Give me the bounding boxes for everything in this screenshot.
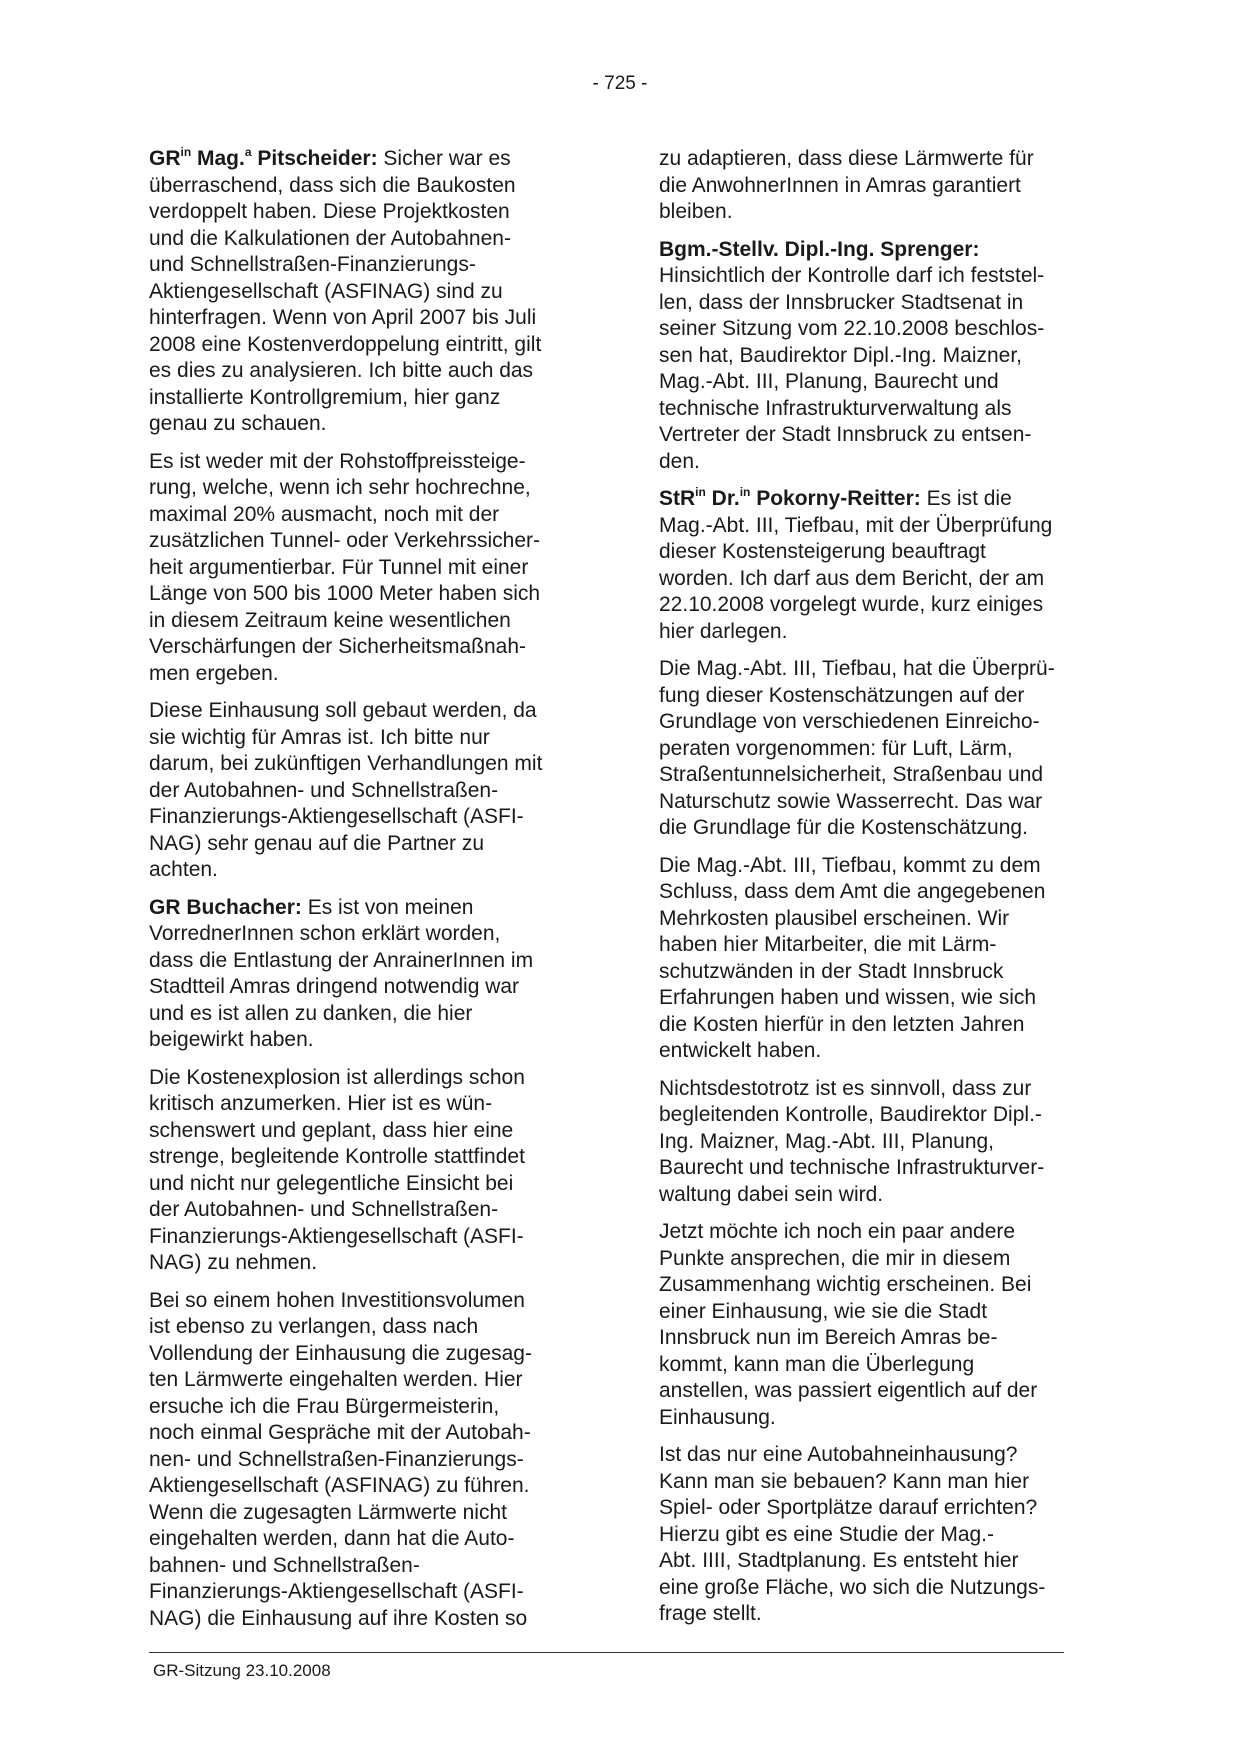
paragraph: Die Mag.-Abt. III, Tiefbau, kommt zu dem Schluss, dass dem Amt die angegebenen Mehrkosten plausibel erscheinen. Wir haben hier Mitarbeiter, die mit Lärm- schutzwänden in der Stadt Innsbruck Erfahrungen haben und wissen, wie sich die Kosten hierfür in den letzten Jahren entwickelt haben. (659, 853, 1046, 1062)
paragraph-text: Hinsichtlich der Kontrolle darf ich feststel- len, dass der Innsbrucker Stadtsenat in seiner Sitzung vom 22.10.2008 beschlos- sen hat, Baudirektor Dipl.-Ing. Maizner, Mag.-Abt. III, Planung, Baurecht und technische Infrastrukturverwaltung als Vertreter der Stadt Innsbruck zu entsen- den. (659, 264, 1045, 473)
paragraph: Ist das nur eine Autobahneinhausung? Kann man sie bebauen? Kann man hier Spiel- oder Sportplätze darauf errichten? Hierzu gibt es eine Studie der Mag.- Abt. IIII, Stadtplanung. Es entsteht hier eine große Fläche, wo sich die Nutzungs- frage stellt. (659, 1443, 1046, 1625)
paragraph-text: Es ist von meinen VorrednerInnen schon erklärt worden, dass die Entlastung der AnrainerInnen im Stadtteil Amras dringend notwendig war und es ist allen zu danken, die hier beigewirkt haben. (149, 895, 534, 1051)
paragraph: Diese Einhausung soll gebaut werden, da sie wichtig für Amras ist. Ich bitte nur darum, bei zukünftigen Verhandlungen mit der Autobahnen- und Schnellstraßen- Finanzierungs-Aktiengesellschaft (ASFI- NAG) sehr genau auf die Partner zu achten. (149, 699, 543, 881)
paragraph: Die Mag.-Abt. III, Tiefbau, hat die Überprü- fung dieser Kostenschätzungen auf der Grundlage von verschiedenen Einreicho- peraten vorgenommen: für Luft, Lärm, Straßentunnelsicherheit, Straßenbau und Naturschutz sowie Wasserrecht. Das war die Grundlage für die Kostenschätzung. (659, 657, 1055, 839)
paragraph: zu adaptieren, dass diese Lärmwerte für die AnwohnerInnen in Amras garantiert bleiben. (659, 147, 1034, 223)
paragraph-buchacher (149, 895, 594, 1054)
paragraph-text: Sicher war es überraschend, dass sich die Baukosten verdoppelt haben. Diese Projektkosten und die Kalkulationen der Autobahnen- und Schnellstraßen-Finanzierungs- Aktiengesellschaft (ASFINAG) sind zu hinterfragen. Wenn von April 2007 bis Juli 2008 eine Kostenverdoppelung eintritt, gilt es dies zu analysieren. Ich bitte auch das installierte Kontrollgremium, hier ganz genau zu schauen. (149, 147, 542, 435)
footer-session-date: GR-Sitzung 23.10.2008 (153, 1661, 331, 1680)
speaker-name: StR$^{in}$ Dr.$^{in}$ Pokorny-Reitter: (659, 485, 921, 510)
left-column (149, 146, 594, 1643)
paragraph-pokorny-reitter (659, 486, 1104, 645)
paragraph: Es ist weder mit der Rohstoffpreissteige- rung, welche, wenn ich sehr hochrechne, maximal 20% ausmacht, noch mit der zusätzlichen Tunnel- oder Verkehrssicher- heit argumentierbar. Für Tunnel mit einer Länge von 500 bis 1000 Meter haben sich in diesem Zeitraum keine wesentlichen Verschärfungen der Sicherheitsmaßnah- men ergeben. (149, 449, 541, 685)
speaker-name: GR Buchacher: (149, 895, 302, 919)
paragraph-text: Es ist die Mag.-Abt. III, Tiefbau, mit der Überprüfung dieser Kostensteigerung beauftragt worden. Ich darf aus dem Bericht, der am 22.10.2008 vorgelegt wurde, kurz einiges hier darlegen. (659, 487, 1053, 643)
right-column (659, 146, 1104, 1639)
paragraph: Jetzt möchte ich noch ein paar andere Punkte ansprechen, die mir in diesem Zusammenhang wichtig erscheinen. Bei einer Einhausung, wie sie die Stadt Innsbruck nun im Bereich Amras be- kommt, kann man die Überlegung anstellen, was passiert eigentlich auf der Einhausung. (659, 1220, 1038, 1429)
paragraph-sprenger (659, 237, 1104, 476)
footer-divider (149, 1652, 1064, 1653)
speaker-name: Bgm.-Stellv. Dipl.-Ing. Sprenger: (659, 237, 980, 261)
paragraph: Bei so einem hohen Investitionsvolumen ist ebenso zu verlangen, dass nach Vollendung der Einhausung die zugesag- ten Lärmwerte eingehalten werden. Hier ersuche ich die Frau Bürgermeisterin, noch einmal Gespräche mit der Autobah- nen- und Schnellstraßen-Finanzierungs- Aktiengesellschaft (ASFINAG) zu führen. Wenn die zugesagten Lärmwerte nicht eingehalten werden, dann hat die Auto- bahnen- und Schnellstraßen- Finanzierungs-Aktiengesellschaft (ASFI- NAG) die Einhausung auf ihre Kosten so (149, 1288, 532, 1630)
page-number: - 725 - (592, 73, 648, 94)
paragraph: Nichtsdestotrotz ist es sinnvoll, dass zur begleitenden Kontrolle, Baudirektor Dipl.- Ing. Maizner, Mag.-Abt. III, Planung, Baurecht und technische Infrastrukturver- waltung dabei sein wird. (659, 1076, 1045, 1206)
speaker-name: $GR^{in}$ Mag.$^a$ Pitscheider: (149, 145, 378, 170)
paragraph-pitscheider (149, 146, 594, 438)
paragraph: Die Kostenexplosion ist allerdings schon kritisch anzumerken. Hier ist es wün- schenswert und geplant, dass hier eine strenge, begleitende Kontrolle stattfindet und nicht nur gelegentliche Einsicht bei der Autobahnen- und Schnellstraßen- Finanzierungs-Aktiengesellschaft (ASFI- NAG) zu nehmen. (149, 1065, 525, 1274)
